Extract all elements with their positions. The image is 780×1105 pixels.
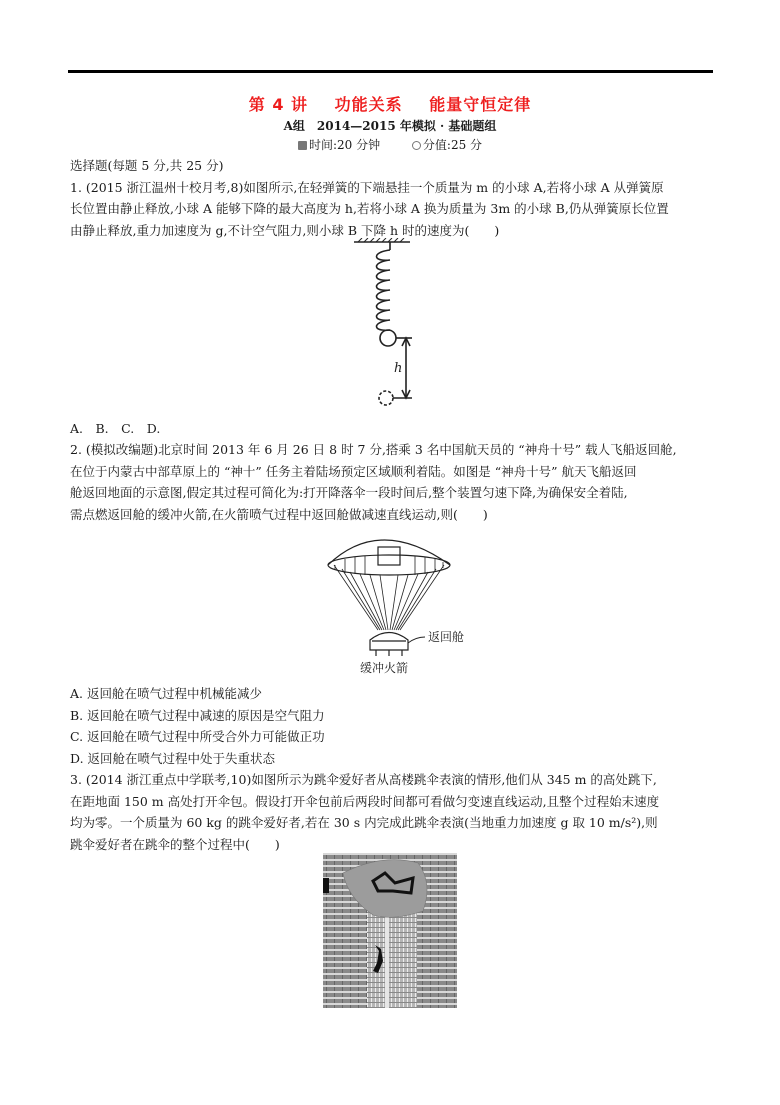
time-label: 时间:20 分钟 (308, 138, 381, 152)
header-rule (68, 70, 713, 73)
q2-option-d: D. 返回舱在喷气过程中处于失重状态 (70, 750, 276, 766)
q2-line-1: 2. (模拟改编题)北京时间 2013 年 6 月 26 日 8 时 7 分,搭乘 3 名中国航天员的 “神舟十号” 载人飞船返回舱, (70, 442, 677, 457)
q2-option-a: A. 返回舱在喷气过程中机械能减少 (70, 686, 262, 701)
clock-icon (298, 141, 307, 150)
q1-line-1: 1. (2015 浙江温州十校月考,8)如图所示,在轻弹簧的下端悬挂一个质量为 m 的小球 A,若将小球 A 从弹簧原 (70, 179, 664, 195)
q2-line-2: 在位于内蒙古中部草原上的 “神十” 任务主着陆场预定区域顺利着陆。如图是 “神舟十号” 航天飞船返回 (70, 463, 637, 479)
q3-line-4: 跳伞爱好者在跳伞的整个过程中( ) (70, 836, 280, 852)
lecture-topic-1: 功能关系 (334, 95, 403, 114)
q1-line-2: 长位置由静止释放,小球 A 能够下降的最大高度为 h,若将小球 A 换为质量为 3m 的小球 B,仍从弹簧原长位置 (70, 201, 669, 216)
score-info (412, 138, 482, 152)
lecture-number: 第 4 讲 (248, 95, 309, 114)
capsule-label: 返回舱 (428, 630, 465, 644)
q2-option-c: C. 返回舱在喷气过程中所受合外力可能做正功 (70, 729, 325, 744)
spring-diagram (350, 238, 430, 408)
q2-line-4: 需点燃返回舱的缓冲火箭,在火箭喷气过程中返回舱做减速直线运动,则( ) (70, 506, 488, 522)
group-subtitle: A组 2014—2015 年模拟 · 基础题组 (283, 119, 497, 133)
q2-line-3: 舱返回地面的示意图,假定其过程可简化为:打开降落伞一段时间后,整个装置匀速下降,为确保安全着陆, (70, 485, 628, 500)
exam-meta (0, 136, 780, 153)
time-info (298, 138, 380, 152)
question-2 (70, 439, 730, 525)
q3-line-2: 在距地面 150 m 高处打开伞包。假设打开伞包前后两段时间都可看做匀变速直线运动,且整个过程始末速度 (70, 793, 660, 809)
q1-options: A. B. C. D. (70, 421, 161, 436)
lecture-topic-2: 能量守恒定律 (429, 95, 532, 114)
page-title (0, 92, 780, 115)
section-heading: 选择题(每题 5 分,共 25 分) (70, 158, 224, 173)
q2-option-b: B. 返回舱在喷气过程中减速的原因是空气阻力 (70, 707, 325, 723)
q3-line-1: 3. (2014 浙江重点中学联考,10)如图所示为跳伞爱好者从高楼跳伞表演的情形,他们从 345 m 的高处跳下, (70, 772, 657, 787)
score-label: 分值:25 分 (422, 138, 483, 152)
question-1 (70, 155, 730, 241)
score-icon (412, 141, 421, 150)
q3-line-3: 均为零。一个质量为 60 kg 的跳伞爱好者,若在 30 s 内完成此跳伞表演(当地重力加速度 g 取 10 m/s²),则 (70, 815, 658, 830)
rocket-label: 缓冲火箭 (360, 661, 409, 675)
question-3 (70, 769, 730, 855)
h-label: h (394, 361, 403, 376)
parachute-capsule-diagram (320, 525, 480, 675)
question-1-options (70, 418, 730, 440)
question-2-options (70, 683, 730, 769)
parachutist-photo (323, 853, 457, 1008)
q1-line-3: 由静止释放,重力加速度为 g,不计空气阻力,则小球 B 下降 h 时的速度为( ) (70, 222, 500, 238)
